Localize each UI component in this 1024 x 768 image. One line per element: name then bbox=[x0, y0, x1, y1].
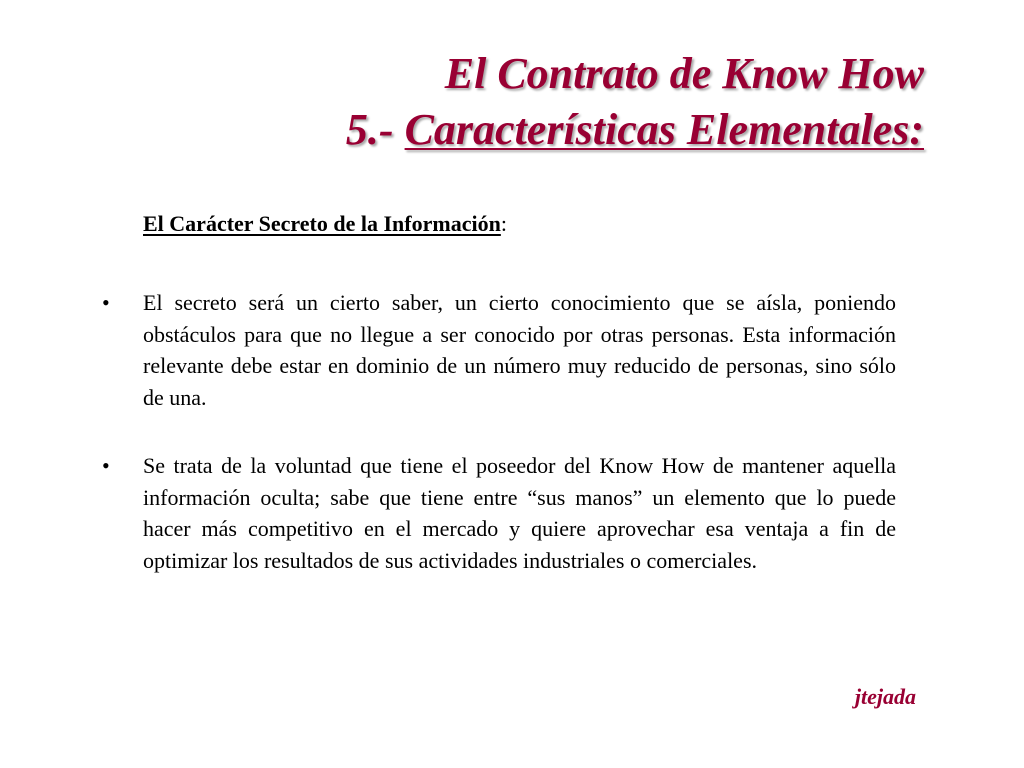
slide-title bbox=[224, 46, 924, 158]
bullet-list bbox=[100, 287, 896, 576]
bullet-text: Se trata de la voluntad que tiene el poseedor del Know How de mantener aquella información oculta; sabe que tiene entre “sus manos” un elemento que lo puede hacer más competitivo en el mercado y quiere aprovechar esa ventaja a fin de optimizar los resultados de sus actividades industriales o comerciales. bbox=[143, 453, 896, 573]
title-number: 5.- bbox=[345, 105, 405, 154]
title-underlined-text: Características Elementales bbox=[404, 105, 910, 154]
subheading-text: El Carácter Secreto de la Información bbox=[143, 211, 501, 236]
author-signature: jtejada bbox=[854, 684, 916, 709]
title-line-2 bbox=[224, 102, 924, 158]
bullet-icon: • bbox=[102, 290, 110, 315]
section-subheading bbox=[143, 209, 507, 239]
bullet-item bbox=[100, 450, 896, 576]
title-colon: : bbox=[909, 105, 924, 154]
subheading-colon: : bbox=[500, 211, 507, 236]
bullet-text: El secreto será un cierto saber, un cierto conocimiento que se aísla, poniendo obstáculos para que no llegue a ser conocido por otras personas. Esta información relevante debe estar en dominio de un número muy reducido de personas, sino sólo de una. bbox=[143, 290, 896, 410]
title-line-1: El Contrato de Know How bbox=[444, 49, 924, 98]
bullet-item bbox=[100, 287, 896, 413]
bullet-icon: • bbox=[102, 453, 110, 478]
